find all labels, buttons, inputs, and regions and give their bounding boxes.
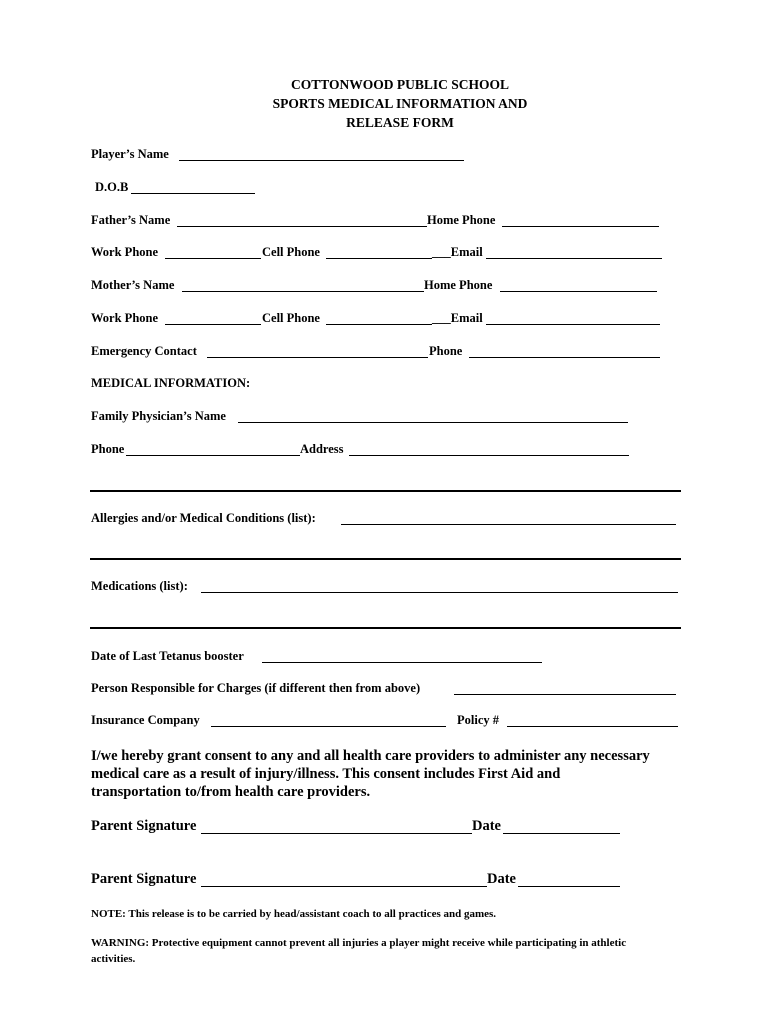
release-note: NOTE: This release is to be carried by head/assistant coach to all practices and games. (91, 908, 497, 920)
allergies-label: Allergies and/or Medical Conditions (list): (91, 511, 316, 525)
signature-date-label-2: Date (487, 871, 516, 887)
signature-date-field-2[interactable] (518, 886, 620, 887)
policy-number-field[interactable] (507, 726, 678, 727)
physician-phone-field[interactable] (126, 455, 300, 456)
mother-home-phone-field[interactable] (500, 291, 657, 292)
father-work-phone-field[interactable] (165, 258, 261, 259)
tetanus-label: Date of Last Tetanus booster (91, 649, 244, 663)
emergency-contact-field[interactable] (207, 357, 428, 358)
father-name-field[interactable] (177, 226, 427, 227)
insurance-company-label: Insurance Company (91, 713, 200, 727)
form-title-line-2: SPORTS MEDICAL INFORMATION AND (272, 96, 528, 111)
mother-email-label: ___Email (432, 311, 483, 325)
allergies-field[interactable] (341, 524, 676, 525)
father-cell-phone-field[interactable] (326, 258, 432, 259)
consent-statement: I/we hereby grant consent to any and all health care providers to administer any necessary medical care as a result of injury/illness. This consent includes First Aid and transportation to/from health care providers. (91, 748, 650, 800)
mother-name-label: Mother’s Name (91, 278, 175, 292)
mother-email-field[interactable] (486, 324, 660, 325)
form-title-line-3: RELEASE FORM (346, 115, 454, 130)
emergency-phone-field[interactable] (469, 357, 660, 358)
parent-signature-label-2: Parent Signature (91, 871, 197, 887)
father-cell-phone-label: Cell Phone (262, 245, 320, 259)
father-work-phone-label: Work Phone (91, 245, 159, 259)
father-email-label: ___Email (432, 245, 483, 259)
responsible-party-label: Person Responsible for Charges (if different then from above) (91, 681, 421, 695)
parent-signature-label-1: Parent Signature (91, 818, 197, 834)
mother-work-phone-field[interactable] (165, 324, 261, 325)
allergies-continuation-line[interactable] (90, 558, 681, 560)
mother-home-phone-label: Home Phone (424, 278, 493, 292)
policy-number-label: Policy # (457, 713, 500, 727)
signature-date-label-1: Date (472, 818, 501, 834)
medications-field[interactable] (201, 592, 678, 593)
father-email-field[interactable] (486, 258, 662, 259)
emergency-contact-label: Emergency Contact (91, 344, 197, 358)
physician-address-label: Address (300, 442, 344, 456)
mother-name-field[interactable] (182, 291, 424, 292)
father-home-phone-label: Home Phone (427, 213, 496, 227)
family-physician-field[interactable] (238, 422, 628, 423)
responsible-party-field[interactable] (454, 694, 676, 695)
tetanus-field[interactable] (262, 662, 542, 663)
medications-label: Medications (list): (91, 579, 188, 593)
player-name-label: Player’s Name (91, 147, 169, 161)
father-name-label: Father’s Name (91, 213, 171, 227)
insurance-company-field[interactable] (211, 726, 446, 727)
address-continuation-line[interactable] (90, 490, 681, 492)
physician-phone-label: Phone (91, 442, 125, 456)
mother-cell-phone-field[interactable] (326, 324, 432, 325)
medical-information-heading: MEDICAL INFORMATION: (91, 376, 251, 390)
dob-field[interactable] (131, 193, 255, 194)
mother-cell-phone-label: Cell Phone (262, 311, 320, 325)
signature-date-field-1[interactable] (503, 833, 620, 834)
mother-work-phone-label: Work Phone (91, 311, 159, 325)
father-home-phone-field[interactable] (502, 226, 659, 227)
medications-continuation-line[interactable] (90, 627, 681, 629)
player-name-field[interactable] (179, 160, 464, 161)
parent-signature-field-1[interactable] (201, 833, 472, 834)
family-physician-label: Family Physician’s Name (91, 409, 226, 423)
equipment-warning: WARNING: Protective equipment cannot prevent all injuries a player might receive while participating in athletic activities. (91, 937, 627, 965)
dob-label: D.O.B (95, 180, 129, 194)
form-title-line-1: COTTONWOOD PUBLIC SCHOOL (290, 77, 510, 92)
emergency-phone-label: Phone (429, 344, 463, 358)
physician-address-field[interactable] (349, 455, 629, 456)
parent-signature-field-2[interactable] (201, 886, 487, 887)
